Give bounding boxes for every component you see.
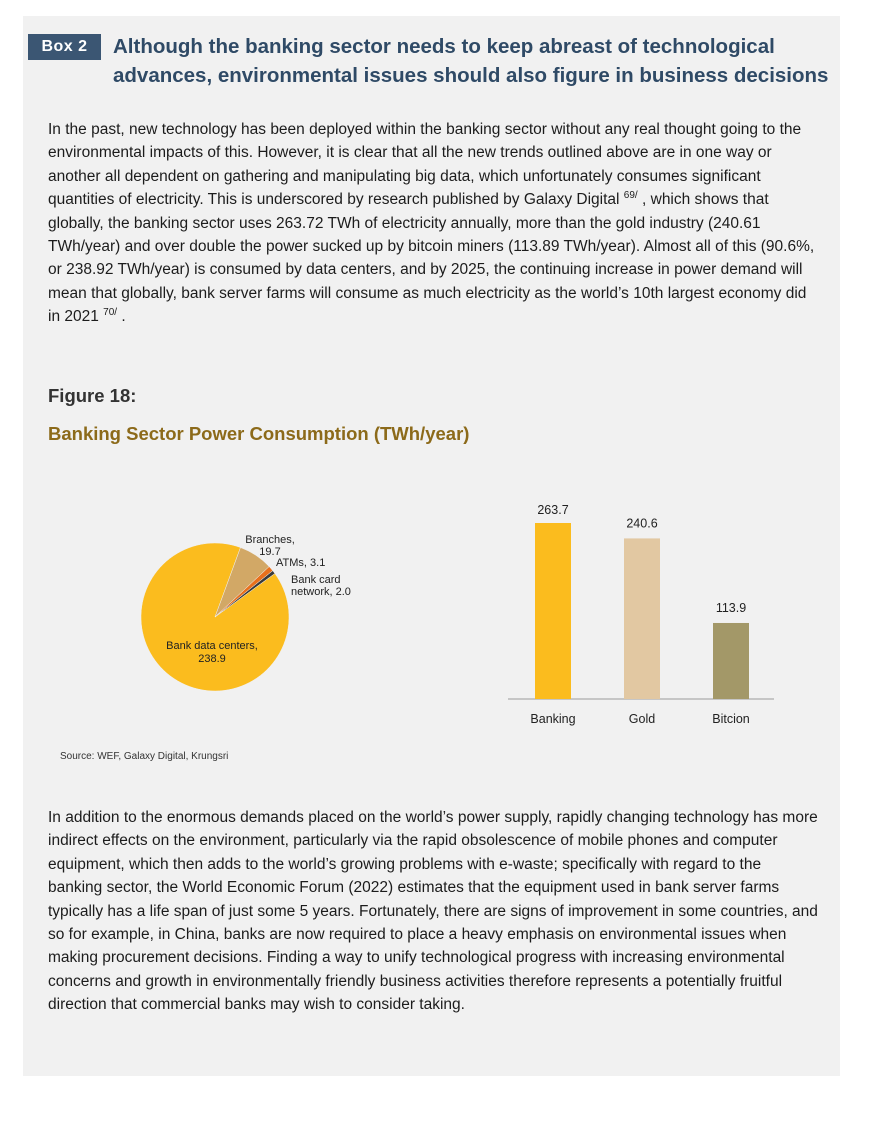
pie-slice-label: Bank data centers, — [166, 640, 258, 652]
pie-slice-label: ATMs, 3.1 — [276, 557, 326, 569]
figure-label: Figure 18: — [48, 385, 137, 406]
pie-slice-value: 19.7 — [259, 546, 281, 558]
bar-value-label: 263.7 — [537, 503, 569, 517]
footnote-ref[interactable]: 70/ — [103, 307, 118, 319]
bar — [535, 523, 571, 699]
pie-slice-label: Branches, — [245, 534, 295, 546]
pie-slice-value: network, 2.0 — [291, 586, 351, 598]
bar-category-label: Gold — [628, 712, 656, 726]
closing-paragraph: In addition to the enormous demands placed on the world’s power supply, rapidly changing technology has more indirect effects on the environment, particularly via the rapid obsolescence of mobile phones and computer equipment, which then adds to the world’s growing problems with e-waste; specifically with regard to the banking sector, the World Economic Forum (2022) estimates that the equipment used in bank server farms typically has a life span of just some 5 years. Fortunately, there are signs of improvement in some countries, and so for example, in China, banks are now required to place a heavy emphasis on environmental issues when making procurement decisions. Finding a way to unify technological progress with increasing environmental concerns and growth in environmentally friendly business activities therefore represents a potentially fruitful direction that commercial banks may wish to consider taking. — [48, 809, 818, 1014]
box-title-line1: Although the banking sector needs to keep abreast of technological — [113, 35, 775, 58]
box-title-line2: advances, environmental issues should also figure in business decisions — [113, 64, 829, 87]
bar-category-label: Bitcion — [712, 712, 750, 726]
bar-value-label: 113.9 — [715, 600, 747, 615]
paragraph-text: , which shows that globally, the banking sector uses 263.72 TWh of electricity annually, more than the gold industry (240.61 TWh/year) and over double the power sucked up by bitcoin miners (113.89 TWh/year). Almost all of this (90.6%, or 238.92 TWh/year) is consumed by data centers, and by 2025, the continuing increase in power demand will mean that globally, bank server farms will consume as much electricity as the world’s 10th largest economy did in 2021 — [48, 191, 815, 326]
figure-title: Banking Sector Power Consumption (TWh/year) — [48, 423, 470, 444]
pie-slice-label: Bank card — [291, 574, 341, 586]
bar — [713, 623, 749, 699]
intro-paragraph — [48, 118, 818, 329]
bar-category-label: Banking — [530, 712, 576, 726]
box-title — [113, 32, 833, 90]
paragraph-text: In the past, new technology has been deployed within the banking sector without any real thought going to the environmental impacts of this. However, it is clear that all the new trends outlined above are in one way or another all dependent on gathering and manipulating big data, which unfortunately consumes significant quantities of electricity. This is underscored by research published by Galaxy Digital — [48, 121, 802, 209]
bar-chart — [500, 495, 790, 735]
box-label: Box 2 — [28, 34, 101, 60]
paragraph-text: . — [117, 308, 126, 326]
bar — [624, 538, 660, 699]
footnote-ref[interactable]: 69/ — [623, 190, 638, 202]
pie-chart — [130, 525, 390, 705]
figure-source: Source: WEF, Galaxy Digital, Krungsri — [60, 751, 229, 762]
bar-value-label: 240.6 — [626, 516, 658, 531]
pie-slice-value: 238.9 — [198, 653, 226, 665]
